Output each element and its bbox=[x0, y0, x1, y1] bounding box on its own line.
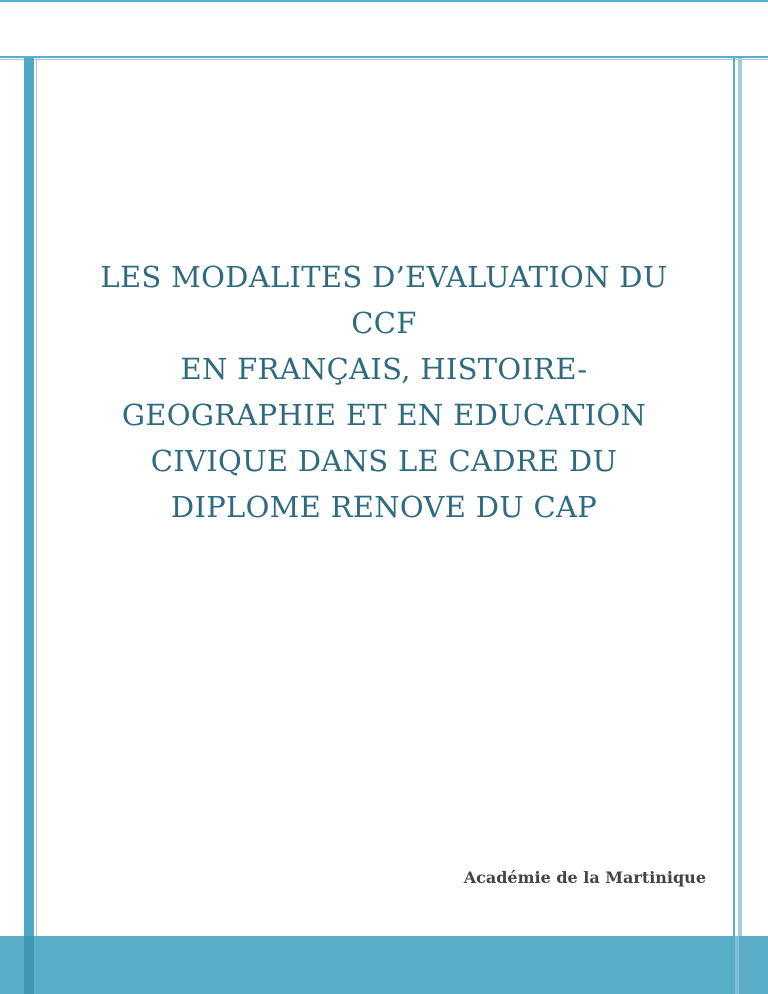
title-line-2: CCF bbox=[351, 306, 417, 340]
top-band-thin bbox=[0, 59, 768, 60]
top-band bbox=[0, 56, 768, 58]
publisher-name: Académie de la Martinique bbox=[463, 868, 706, 887]
right-accent-line bbox=[733, 58, 735, 994]
bottom-band-left-notch bbox=[24, 936, 34, 994]
document-title bbox=[60, 254, 708, 530]
title-line-4: GEOGRAPHIE ET EN EDUCATION bbox=[121, 398, 647, 432]
title-line-5: CIVIQUE DANS LE CADRE DU bbox=[150, 444, 618, 478]
left-accent-bar bbox=[24, 58, 34, 994]
title-line-6: DIPLOME RENOVE DU CAP bbox=[170, 490, 598, 524]
bottom-band bbox=[0, 936, 768, 994]
title-line-3: EN FRANÇAIS, HISTOIRE- bbox=[180, 352, 588, 386]
title-line-1: LES MODALITES D’EVALUATION DU bbox=[100, 260, 668, 294]
top-rule bbox=[0, 0, 768, 2]
right-accent-line-light bbox=[738, 58, 742, 994]
left-accent-line bbox=[36, 58, 37, 994]
bottom-band-right-notch bbox=[735, 936, 739, 994]
